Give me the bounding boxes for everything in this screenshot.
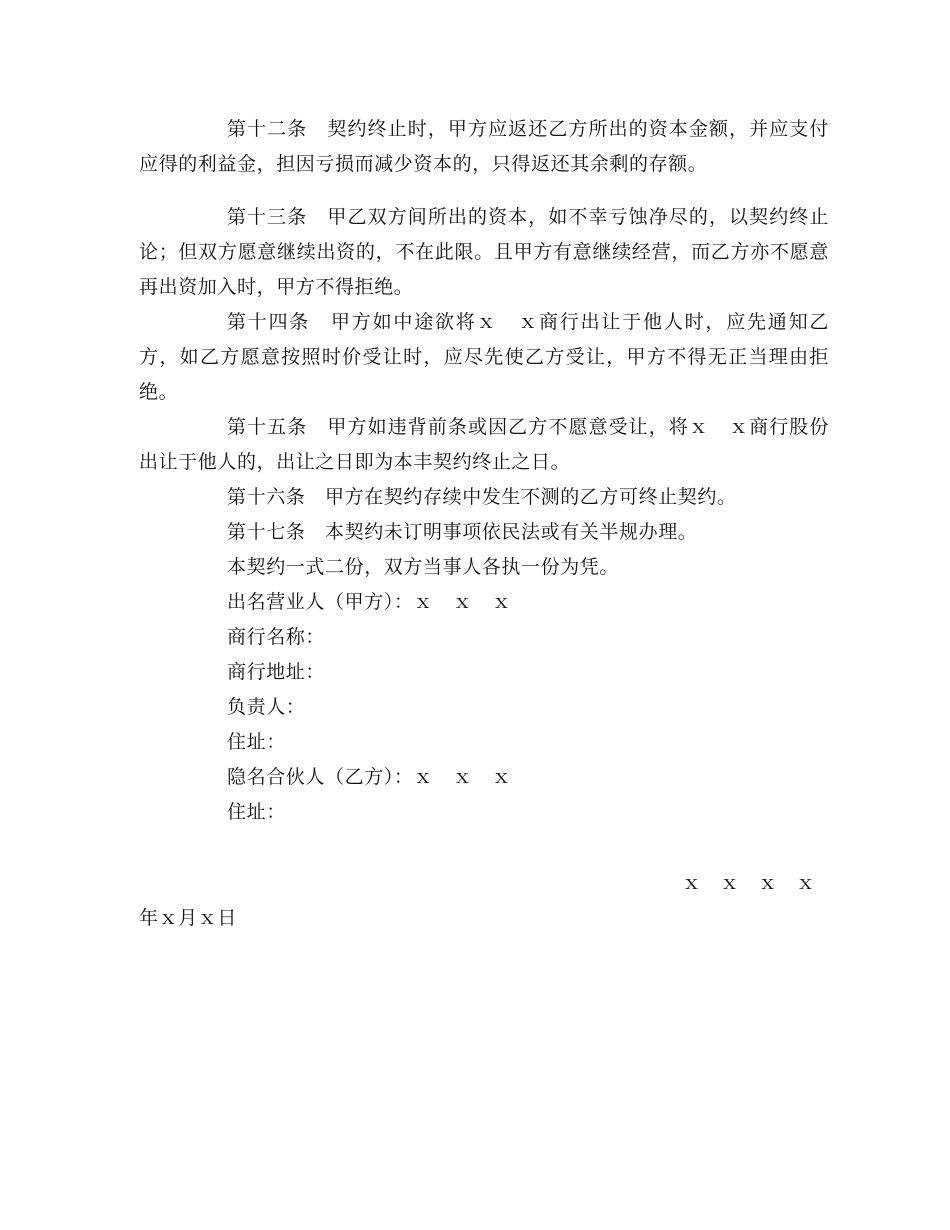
copies-clause: 本契约一式二份，双方当事人各执一份为凭。 (227, 556, 620, 578)
responsible-person-line: 负责人： (227, 696, 306, 718)
article-13: 第十三条 甲乙双方间所出的资本，如不幸亏蚀净尽的，以契约终止论；但双方愿意继续出资的，不在此限。且甲方有意继续经营，而乙方亦不愿意再出资加入时，甲方不得拒绝。 (139, 206, 829, 298)
article-15: 第十五条 甲方如违背前条或因乙方不愿意受让，将ｘ ｘ商行股份出让于他人的，出让之日即为本丰契约终止之日。 (139, 416, 829, 473)
contract-body (139, 112, 829, 936)
date-year: ｘ ｘ ｘ ｘ (681, 872, 815, 894)
party-a-line: 出名营业人（甲方）：ｘ ｘ ｘ (227, 591, 512, 613)
paragraph-gap (139, 182, 829, 200)
date-month-day: 年ｘ月ｘ日 (139, 907, 238, 929)
firm-name-line: 商行名称： (227, 626, 326, 648)
party-b-address-line: 住址： (227, 801, 286, 823)
signature-spacer (139, 830, 829, 866)
article-12: 第十二条 契约终止时，甲方应返还乙方所出的资本金额，并应支付应得的利益金，担因亏损而减少资本的，只得返还其余剩的存额。 (139, 118, 829, 175)
article-17: 第十七条 本契约未订明事项依民法或有关半规办理。 (227, 521, 698, 543)
article-14: 第十四条 甲方如中途欲将ｘ ｘ商行出让于他人时，应先通知乙方，如乙方愿意按照时价受让时，应尽先使乙方受让，甲方不得无正当理由拒绝。 (139, 311, 829, 403)
article-16: 第十六条 甲方在契约存续中发生不测的乙方可终止契约。 (227, 486, 737, 508)
party-b-line: 隐名合伙人（乙方）：ｘ ｘ ｘ (227, 766, 512, 788)
party-a-address-line: 住址： (227, 731, 286, 753)
firm-address-line: 商行地址： (227, 661, 326, 683)
